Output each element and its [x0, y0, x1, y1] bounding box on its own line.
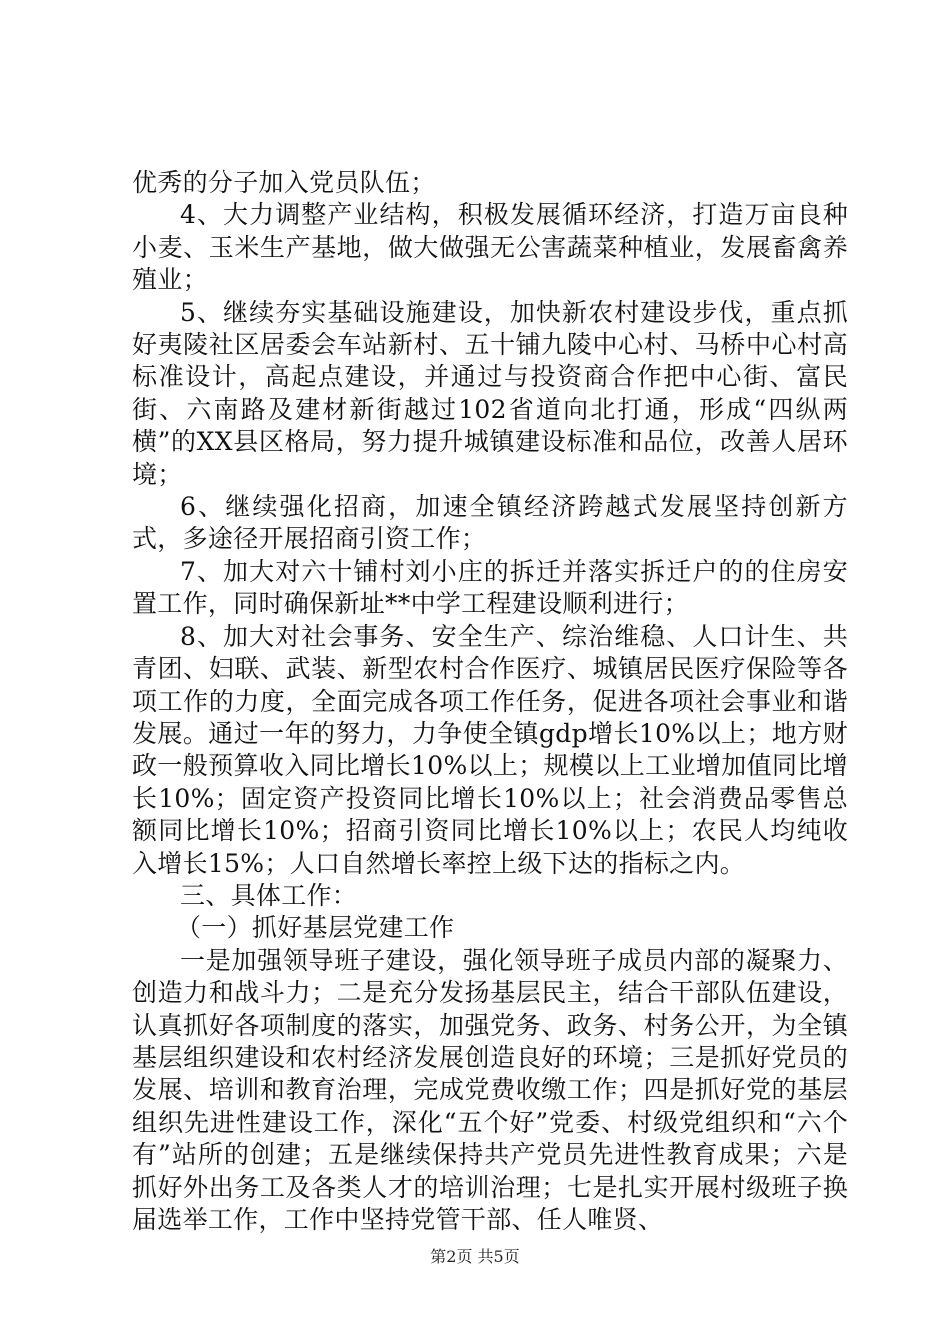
paragraph-item-7: 7、加大对六十铺村刘小庄的拆迁并落实拆迁户的的住房安置工作，同时确保新址**中学工程建设顺利进行； — [132, 556, 848, 619]
page-number-footer: 第2页 共5页 — [430, 1247, 520, 1266]
paragraph-item-8: 8、加大对社会事务、安全生产、综治维稳、人口计生、共青团、妇联、武装、新型农村合作医疗、城镇居民医疗保险等各项工作的力度，全面完成各项工作任务，促进各项社会事业和谐发展。通过一年的努力，力争使全镇gdp增长10%以上；地方财政一般预算收入同比增长10%以上；规模以上工业增加值同比增长10%；固定资产投资同比增长10%以上；社会消费品零售总额同比增长10%；招商引资同比增长10%以上；农民人均纯收入增长15%；人口自然增长率控上级下达的指标之内。 — [132, 621, 848, 878]
section-heading: 三、具体工作： — [180, 880, 358, 910]
paragraph-item-6: 6、继续强化招商，加速全镇经济跨越式发展坚持创新方式，多途径开展招商引资工作； — [132, 492, 848, 554]
paragraph-party-building: 一是加强领导班子建设，强化领导班子成员内部的凝聚力、创造力和战斗力；二是充分发扬基层民主，结合干部队伍建设，认真抓好各项制度的落实，加强党务、政务、村务公开，为全镇基层组织建设和农村经济发展创造良好的环境；三是抓好党员的发展、培训和教育治理，完成党费收缴工作；四是抓好党的基层组织先进性建设工作，深化“五个好”党委、村级党组织和“六个有”站所的创建；五是继续保持共产党员先进性教育成果；六是抓好外出务工及各类人才的培训治理；七是扎实开展村级班子换届选举工作，工作中坚持党管干部、任人唯贤、 — [132, 945, 848, 1234]
document-body — [132, 167, 848, 1236]
paragraph-continuation: 优秀的分子加入党员队伍； — [132, 168, 436, 197]
subsection-heading: （一）抓好基层党建工作 — [176, 913, 455, 943]
paragraph-item-4: 4、大力调整产业结构，积极发展循环经济，打造万亩良种小麦、玉米生产基地，做大做强无公害蔬菜种植业，发展畜禽养殖业； — [132, 200, 848, 295]
paragraph-item-5: 5、继续夯实基础设施建设，加快新农村建设步伐，重点抓好夷陵社区居委会车站新村、五十铺九陵中心村、马桥中心村高标准设计，高起点建设，并通过与投资商合作把中心街、富民街、六南路及建材新街越过102省道向北打通，形成“四纵两横”的XX县区格局，努力提升城镇建设标准和品位，改善人居环境； — [132, 297, 848, 489]
